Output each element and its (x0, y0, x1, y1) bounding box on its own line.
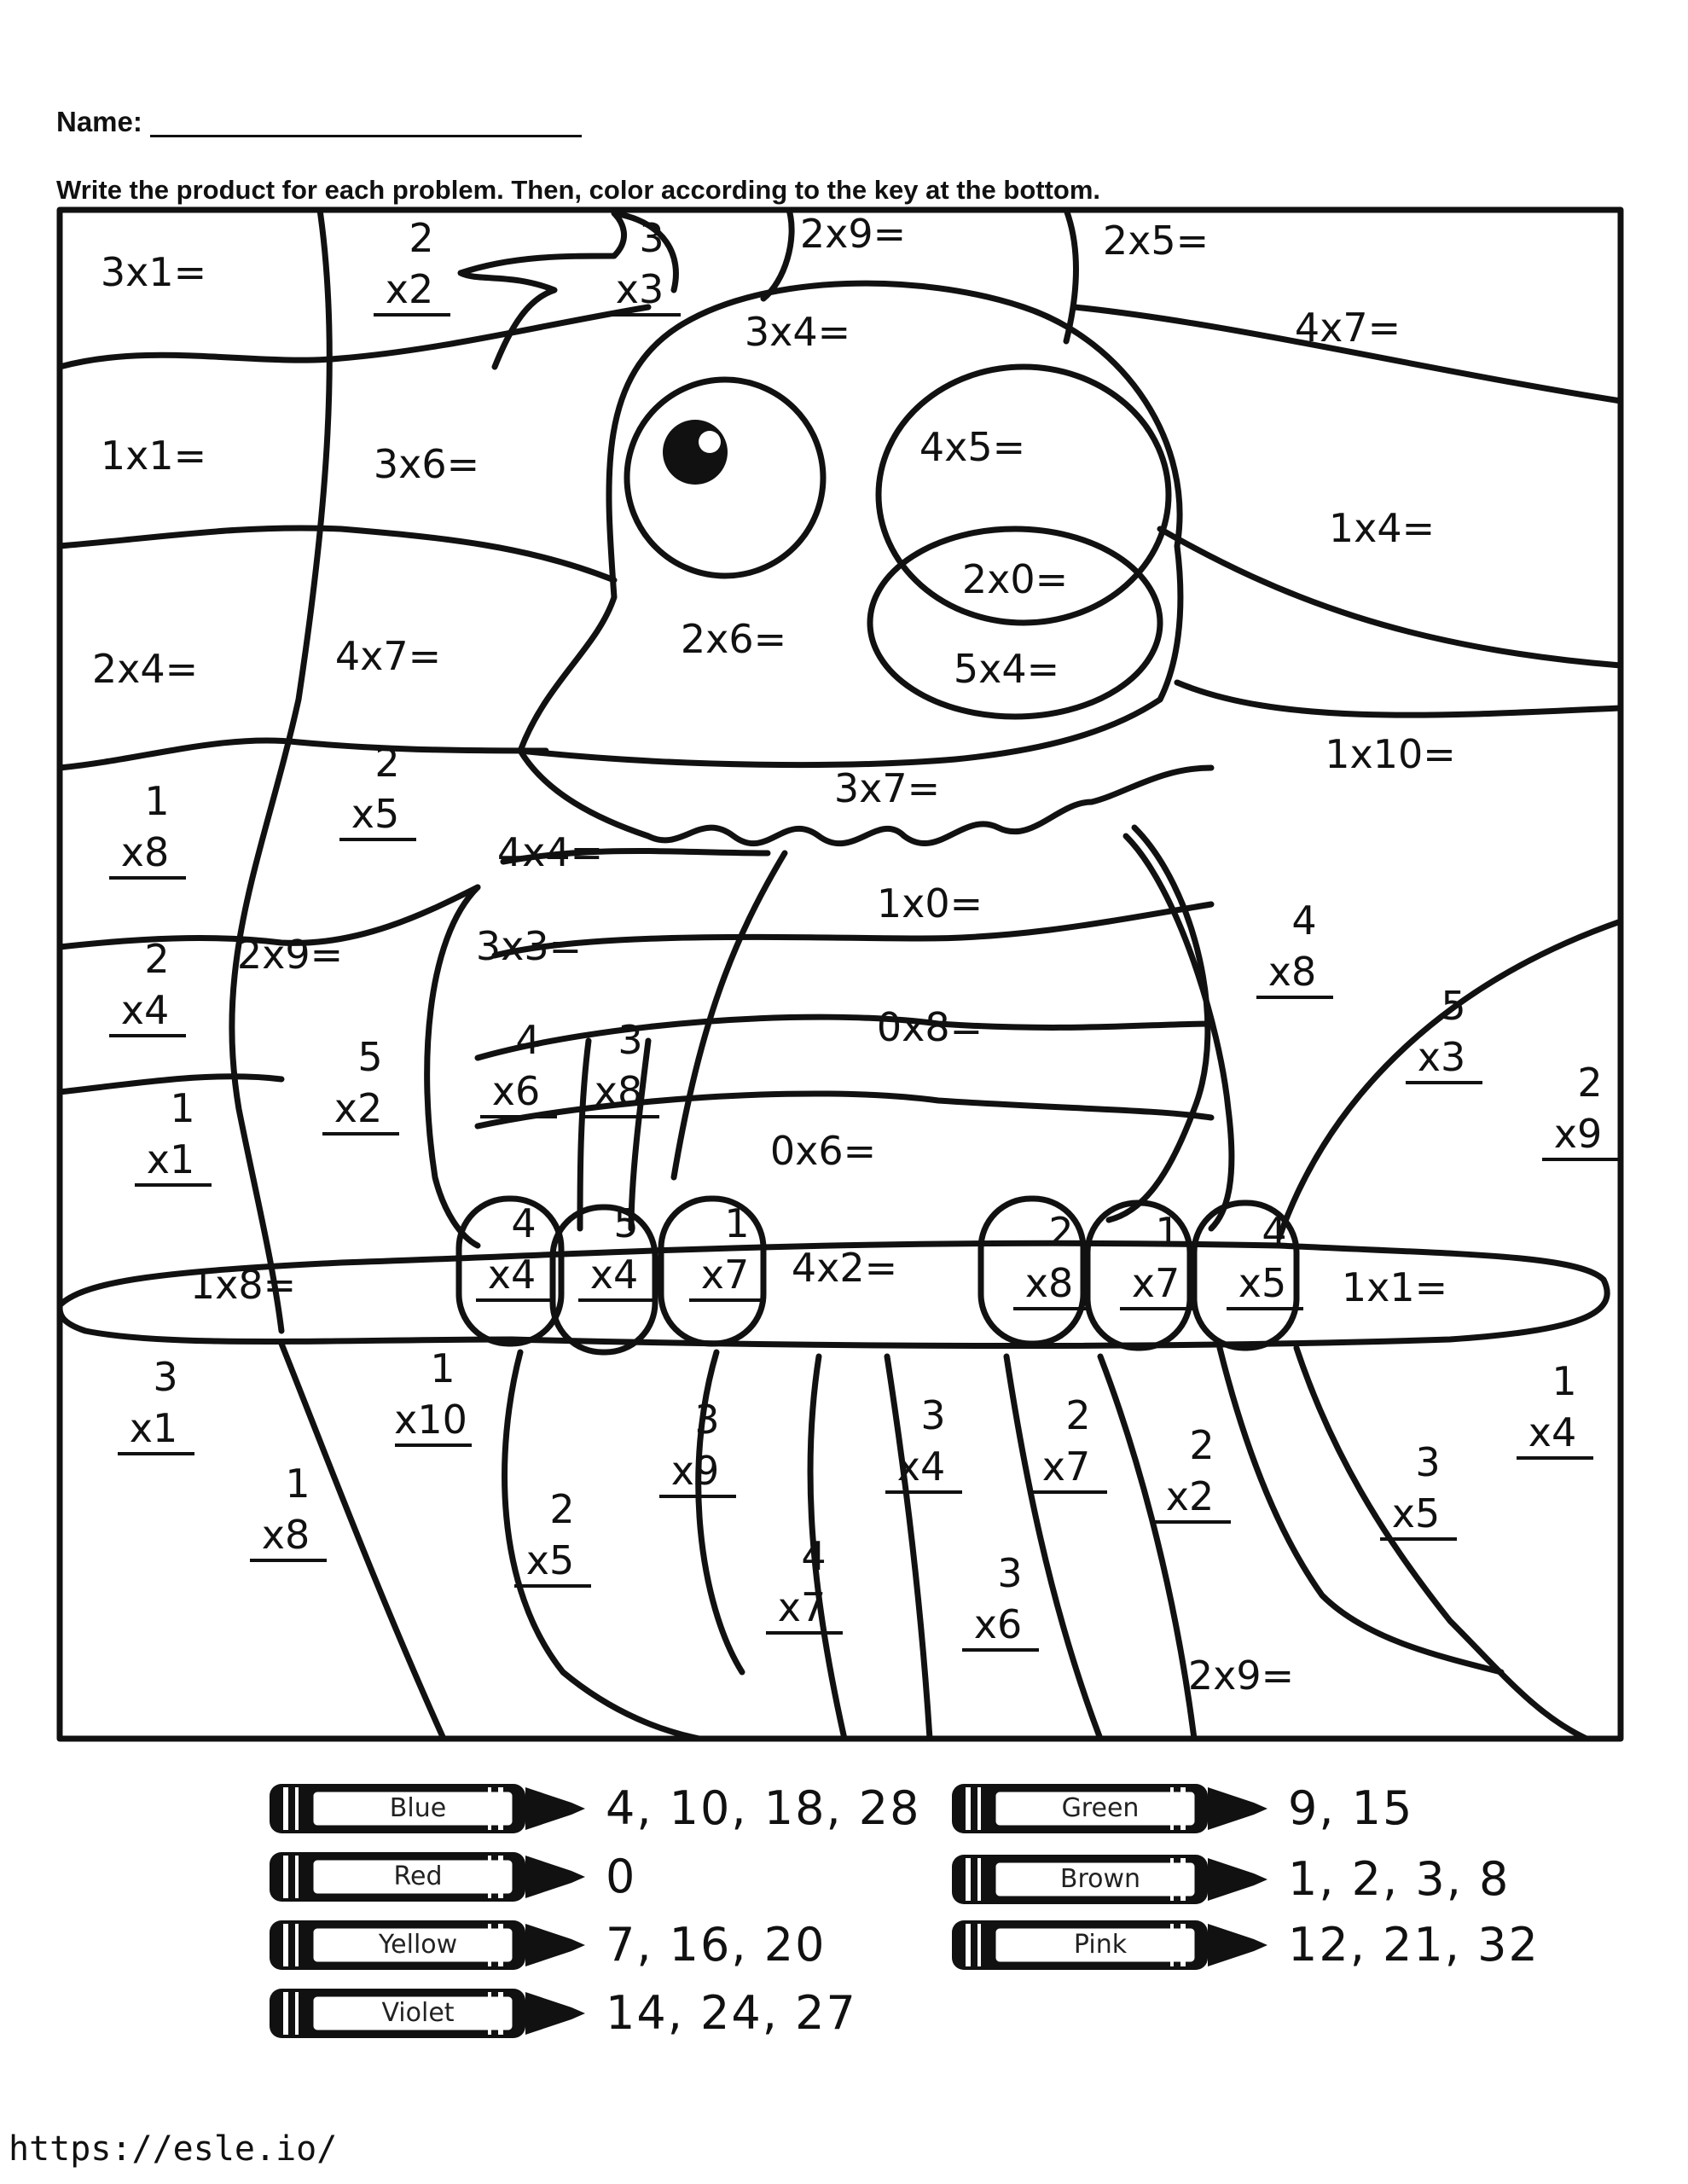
color-key-values: 4, 10, 18, 28 (606, 1781, 921, 1835)
problem-top-number: 2 (1065, 1392, 1091, 1438)
problem-inline[interactable]: 4x7= (1294, 305, 1401, 351)
problem-stacked[interactable] (374, 215, 450, 315)
problem-bottom-number: x5 (525, 1537, 575, 1583)
problem-bottom-number: x2 (334, 1085, 383, 1131)
problem-inline[interactable]: 4x7= (334, 633, 442, 679)
problem-top-number: 4 (515, 1017, 541, 1063)
name-label: Name: (56, 106, 142, 137)
problem-stacked[interactable] (1542, 1060, 1619, 1159)
problem-inline[interactable]: 3x4= (744, 309, 851, 355)
problem-bottom-number: x1 (129, 1405, 178, 1451)
problem-inline[interactable]: 2x0= (961, 556, 1069, 602)
problem-top-number: 1 (430, 1345, 455, 1391)
problem-bottom-number: x8 (1024, 1260, 1074, 1306)
problem-top-number: 5 (1441, 983, 1466, 1029)
problem-bottom-number: x3 (615, 266, 664, 312)
crayon-color-label: Violet (381, 1998, 455, 2028)
problem-top-number: 1 (1552, 1358, 1577, 1404)
problem-top-number: 2 (1577, 1060, 1603, 1106)
problem-top-number: 2 (144, 936, 170, 982)
problem-stacked[interactable] (322, 1034, 399, 1134)
problem-inline[interactable]: 5x4= (953, 646, 1060, 692)
problem-inline[interactable]: 2x6= (680, 616, 787, 662)
problem-bottom-number: x6 (973, 1601, 1023, 1647)
problem-top-number: 1 (144, 778, 170, 824)
problem-inline[interactable]: 1x4= (1328, 505, 1436, 551)
problem-stacked[interactable] (339, 740, 416, 839)
problem-bottom-number: x4 (1528, 1409, 1577, 1455)
problem-bottom-number: x5 (351, 791, 400, 837)
problem-inline[interactable]: 2x5= (1102, 218, 1209, 264)
problem-bottom-number: x3 (1417, 1034, 1466, 1080)
problem-top-number: 2 (374, 740, 400, 786)
parrot-eye (627, 380, 823, 576)
crayon-color-label: Pink (1073, 1930, 1128, 1960)
problem-top-number: 4 (511, 1200, 537, 1246)
parrot-body (427, 887, 478, 1246)
problem-bottom-number: x7 (700, 1252, 750, 1298)
problem-top-number: 3 (618, 1017, 643, 1063)
eye-highlight (699, 431, 721, 453)
problem-bottom-number: x4 (120, 987, 170, 1033)
problem-inline[interactable]: 2x4= (91, 646, 199, 692)
problem-top-number: 1 (724, 1200, 750, 1246)
problem-bottom-number: x1 (146, 1136, 195, 1182)
problem-top-number: 5 (613, 1200, 639, 1246)
problem-top-number: 3 (1415, 1439, 1441, 1485)
problem-stacked[interactable] (1380, 1439, 1457, 1539)
crayon-color-label: Blue (389, 1793, 447, 1823)
problem-bottom-number: x4 (589, 1252, 639, 1298)
problem-stacked[interactable] (1120, 1209, 1197, 1309)
problem-top-number: 4 (1262, 1209, 1287, 1255)
watermark-url: https://esle.io/ (9, 2129, 338, 2169)
problem-stacked[interactable] (1256, 897, 1333, 997)
problem-stacked[interactable] (109, 778, 186, 878)
problem-inline[interactable]: 1x1= (100, 433, 207, 479)
crayon-color-label: Green (1061, 1793, 1140, 1823)
problem-bottom-number: x10 (394, 1397, 467, 1443)
problem-top-number: 1 (285, 1461, 310, 1507)
problem-top-number: 3 (153, 1354, 178, 1400)
problem-stacked[interactable] (514, 1486, 591, 1586)
problem-top-number: 2 (549, 1486, 575, 1532)
problem-stacked[interactable] (1517, 1358, 1593, 1458)
problem-stacked[interactable] (135, 1085, 212, 1185)
color-key-values: 12, 21, 32 (1288, 1918, 1540, 1972)
problem-stacked[interactable] (109, 936, 186, 1036)
problem-bottom-number: x4 (896, 1443, 946, 1490)
problem-top-number: 3 (639, 215, 664, 261)
problem-bottom-number: x8 (120, 829, 170, 875)
problem-bottom-number: x7 (777, 1584, 827, 1630)
problem-inline[interactable]: 3x7= (833, 765, 941, 811)
problem-bottom-number: x8 (594, 1068, 643, 1114)
problem-inline[interactable]: 2x9= (799, 211, 907, 257)
problem-inline[interactable]: 1x10= (1325, 731, 1456, 777)
problem-bottom-number: x4 (487, 1252, 537, 1298)
problem-inline[interactable]: 2x9= (236, 932, 344, 978)
problem-inline[interactable]: 1x0= (876, 880, 983, 926)
problem-top-number: 1 (170, 1085, 195, 1131)
problem-top-number: 2 (409, 215, 434, 261)
problem-bottom-number: x5 (1238, 1260, 1287, 1306)
problem-bottom-number: x5 (1391, 1490, 1441, 1536)
problem-inline[interactable]: 3x1= (100, 249, 207, 295)
problem-stacked[interactable] (250, 1461, 327, 1560)
problem-bottom-number: x2 (1165, 1473, 1215, 1519)
problem-top-number: 1 (1155, 1209, 1180, 1255)
problem-inline[interactable]: 3x3= (475, 923, 583, 969)
problem-stacked[interactable] (118, 1354, 194, 1454)
problem-inline[interactable]: 1x8= (189, 1262, 297, 1308)
problem-top-number: 3 (997, 1550, 1023, 1596)
problem-top-number: 2 (1048, 1209, 1074, 1255)
crayon-color-label: Yellow (378, 1930, 458, 1960)
problem-top-number: 3 (920, 1392, 946, 1438)
problem-top-number: 2 (1189, 1422, 1215, 1468)
color-key-values: 14, 24, 27 (606, 1986, 857, 2040)
problem-bottom-number: x9 (1553, 1111, 1603, 1157)
problem-inline[interactable]: 4x4= (496, 829, 604, 875)
color-key-values: 7, 16, 20 (606, 1918, 827, 1972)
color-key-values: 0 (606, 1850, 637, 1903)
parrot-head (520, 283, 1180, 764)
problem-top-number: 4 (1291, 897, 1317, 944)
problem-stacked[interactable] (604, 215, 681, 315)
problem-top-number: 4 (801, 1533, 827, 1579)
problem-layer (92, 211, 1619, 1699)
problem-top-number: 5 (357, 1034, 383, 1080)
problem-stacked[interactable] (480, 1017, 557, 1117)
problem-stacked[interactable] (766, 1533, 843, 1633)
problem-inline[interactable]: 4x2= (791, 1245, 898, 1291)
problem-bottom-number: x7 (1131, 1260, 1180, 1306)
problem-bottom-number: x6 (491, 1068, 541, 1114)
problem-inline[interactable]: 4x5= (919, 424, 1026, 470)
problem-stacked[interactable] (1030, 1392, 1107, 1492)
problem-stacked[interactable] (394, 1345, 472, 1445)
crayon-color-label: Red (393, 1862, 443, 1891)
problem-stacked[interactable] (1227, 1209, 1303, 1309)
problem-stacked[interactable] (962, 1550, 1039, 1650)
color-key-values: 9, 15 (1288, 1781, 1414, 1835)
problem-bottom-number: x8 (261, 1512, 310, 1558)
instructions: Write the product for each problem. Then, color according to the key at the bottom. (56, 175, 1101, 205)
problem-inline[interactable]: 2x9= (1187, 1653, 1295, 1699)
color-key-values: 1, 2, 3, 8 (1288, 1852, 1511, 1906)
problem-bottom-number: x2 (385, 266, 434, 312)
eye-pupil (663, 420, 728, 485)
problem-bottom-number: x8 (1267, 949, 1317, 995)
problem-inline[interactable]: 0x8= (876, 1004, 983, 1050)
problem-stacked[interactable] (1154, 1422, 1231, 1522)
problem-inline[interactable]: 0x6= (769, 1128, 877, 1174)
problem-bottom-number: x7 (1041, 1443, 1091, 1490)
crayon-color-label: Brown (1059, 1864, 1141, 1894)
problem-inline[interactable]: 1x1= (1341, 1264, 1448, 1310)
problem-inline[interactable]: 3x6= (373, 441, 480, 487)
problem-top-number: 3 (694, 1397, 720, 1443)
problem-stacked[interactable] (476, 1200, 553, 1300)
problem-bottom-number: x9 (670, 1448, 720, 1494)
